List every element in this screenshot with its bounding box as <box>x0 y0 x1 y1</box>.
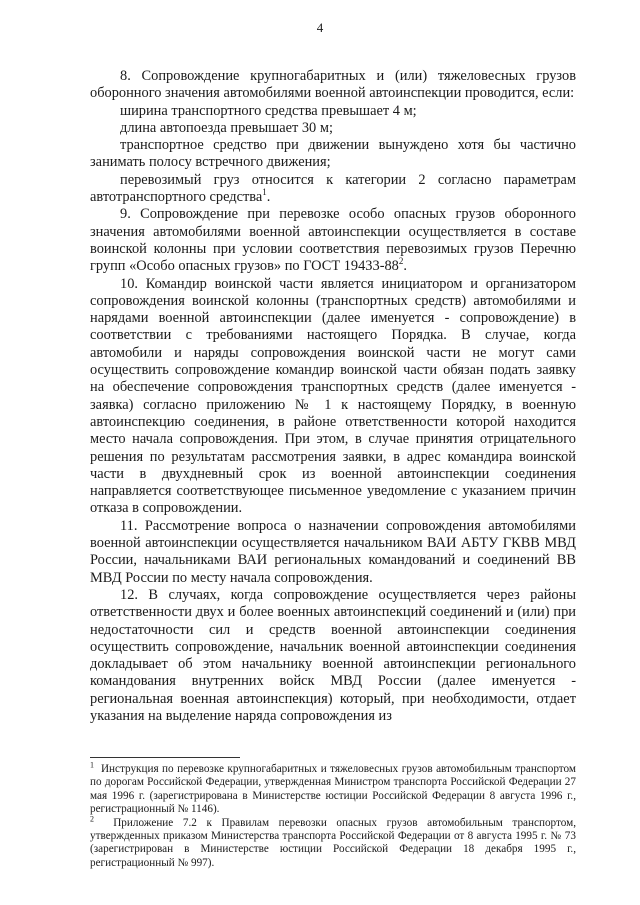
footnote-separator <box>90 757 240 758</box>
footnotes <box>90 760 577 870</box>
footnote-ref-1[interactable]: 1 <box>262 187 267 198</box>
footnote-1-text: Инструкция по перевозке крупногабаритных и тяжеловесных грузов автомобильным транспортом по дорогам Российской Федерации, утвержденная Министром транспорта Российской Федерации 27 мая 1996 г. (зарегистрирована в Министерстве юстиции Российской Федерации 8 августа 1996 г., регистрационный № 1146). <box>90 763 577 816</box>
footnote-2-text: Приложение 7.2 к Правилам перевозки опасных грузов автомобильным транспортом, утвержденных приказом Министерства транспорта Российской Федерации от 8 августа 1995 г. № 73 (зарегистрирован в Министерстве юстиции Российской Федерации 18 декабря 1995 г., регистрационный № 997). <box>90 816 576 869</box>
end-period: . <box>403 258 407 275</box>
end-period: . <box>266 189 271 206</box>
condition-oncoming-lane: транспортное средство при движении вынуждено хотя бы частично занимать полосу встречного движения; <box>90 137 576 171</box>
paragraph-11: 11. Рассмотрение вопроса о назначении сопровождения автомобилями военной автоинспекции осуществляется начальником ВАИ АБТУ ГКВВ МВД России, начальниками ВАИ региональных командований и соединений ВВ МВД России по месту начала сопровождения. <box>90 517 576 586</box>
condition-length: длина автопоезда превышает 30 м; <box>120 119 333 136</box>
condition-width: ширина транспортного средства превышает 4 м; <box>120 102 417 119</box>
paragraph-9-text: 9. Сопровождение при перевозке особо опасных грузов оборонного значения автомобилями военной автоинспекции осуществляется в составе воинской колонны при условии соответствия перевозимых грузов Перечню групп «Особо опасных грузов» по ГОСТ 19433-88 <box>90 206 576 275</box>
footnote-2-mark: 2 <box>90 813 94 823</box>
footnote-1 <box>90 760 577 817</box>
footnote-ref-2[interactable]: 2 <box>398 256 404 267</box>
paragraph-12: 12. В случаях, когда сопровождение осуществляется через районы ответственности двух и более военных автоинспекций соединений и (или) при недостаточности сил и средств военной автоинспекции соединения осуществить сопровождение, начальник военной автоинспекции соединения докладывает об этом начальнику военной автоинспекции регионального командования внутренних войск МВД России (далее именуется - региональная военная автоинспекция) который, при необходимости, отдает указания на выделение наряда сопровождения из <box>90 586 576 724</box>
paragraph-8: 8. Сопровождение крупногабаритных и (или) тяжеловесных грузов оборонного значения автомобилями военной автоинспекции проводится, если: <box>90 68 576 102</box>
footnote-2 <box>90 813 576 871</box>
page-number: 4 <box>316 20 324 35</box>
condition-cargo-category <box>90 172 576 207</box>
paragraph-10: 10. Командир воинской части является инициатором и организатором сопровождения воинской колонны (транспортных средств) автомобилями и нарядами военной автоинспекции (далее именуется - сопровождение) в соответствии с требованиями настоящего Порядка. В случае, когда автомобили и наряды сопровождения воинской части не могут сами осуществить сопровождение командир воинской части обязан подать заявку на обеспечение сопровождения транспортных средств (далее именуется - заявка) согласно приложению № 1 к настоящему Порядку, в военную автоинспекцию соединения, в районе ответственности которой находится место начала сопровождения. При этом, в случае принятия отрицательного решения по результатам рассмотрения заявки, в адрес командира воинской части в двухдневный срок из военной автоинспекции соединения направляется соответствующее письменное уведомление с указанием причин отказа в сопровождении. <box>90 275 576 517</box>
footnote-1-mark: 1 <box>90 760 94 770</box>
condition-cargo-category-text: перевозимый груз относится к категории 2 согласно параметрам автотранспортного средства <box>90 171 576 206</box>
document-body <box>90 68 576 725</box>
paragraph-9 <box>90 206 576 275</box>
